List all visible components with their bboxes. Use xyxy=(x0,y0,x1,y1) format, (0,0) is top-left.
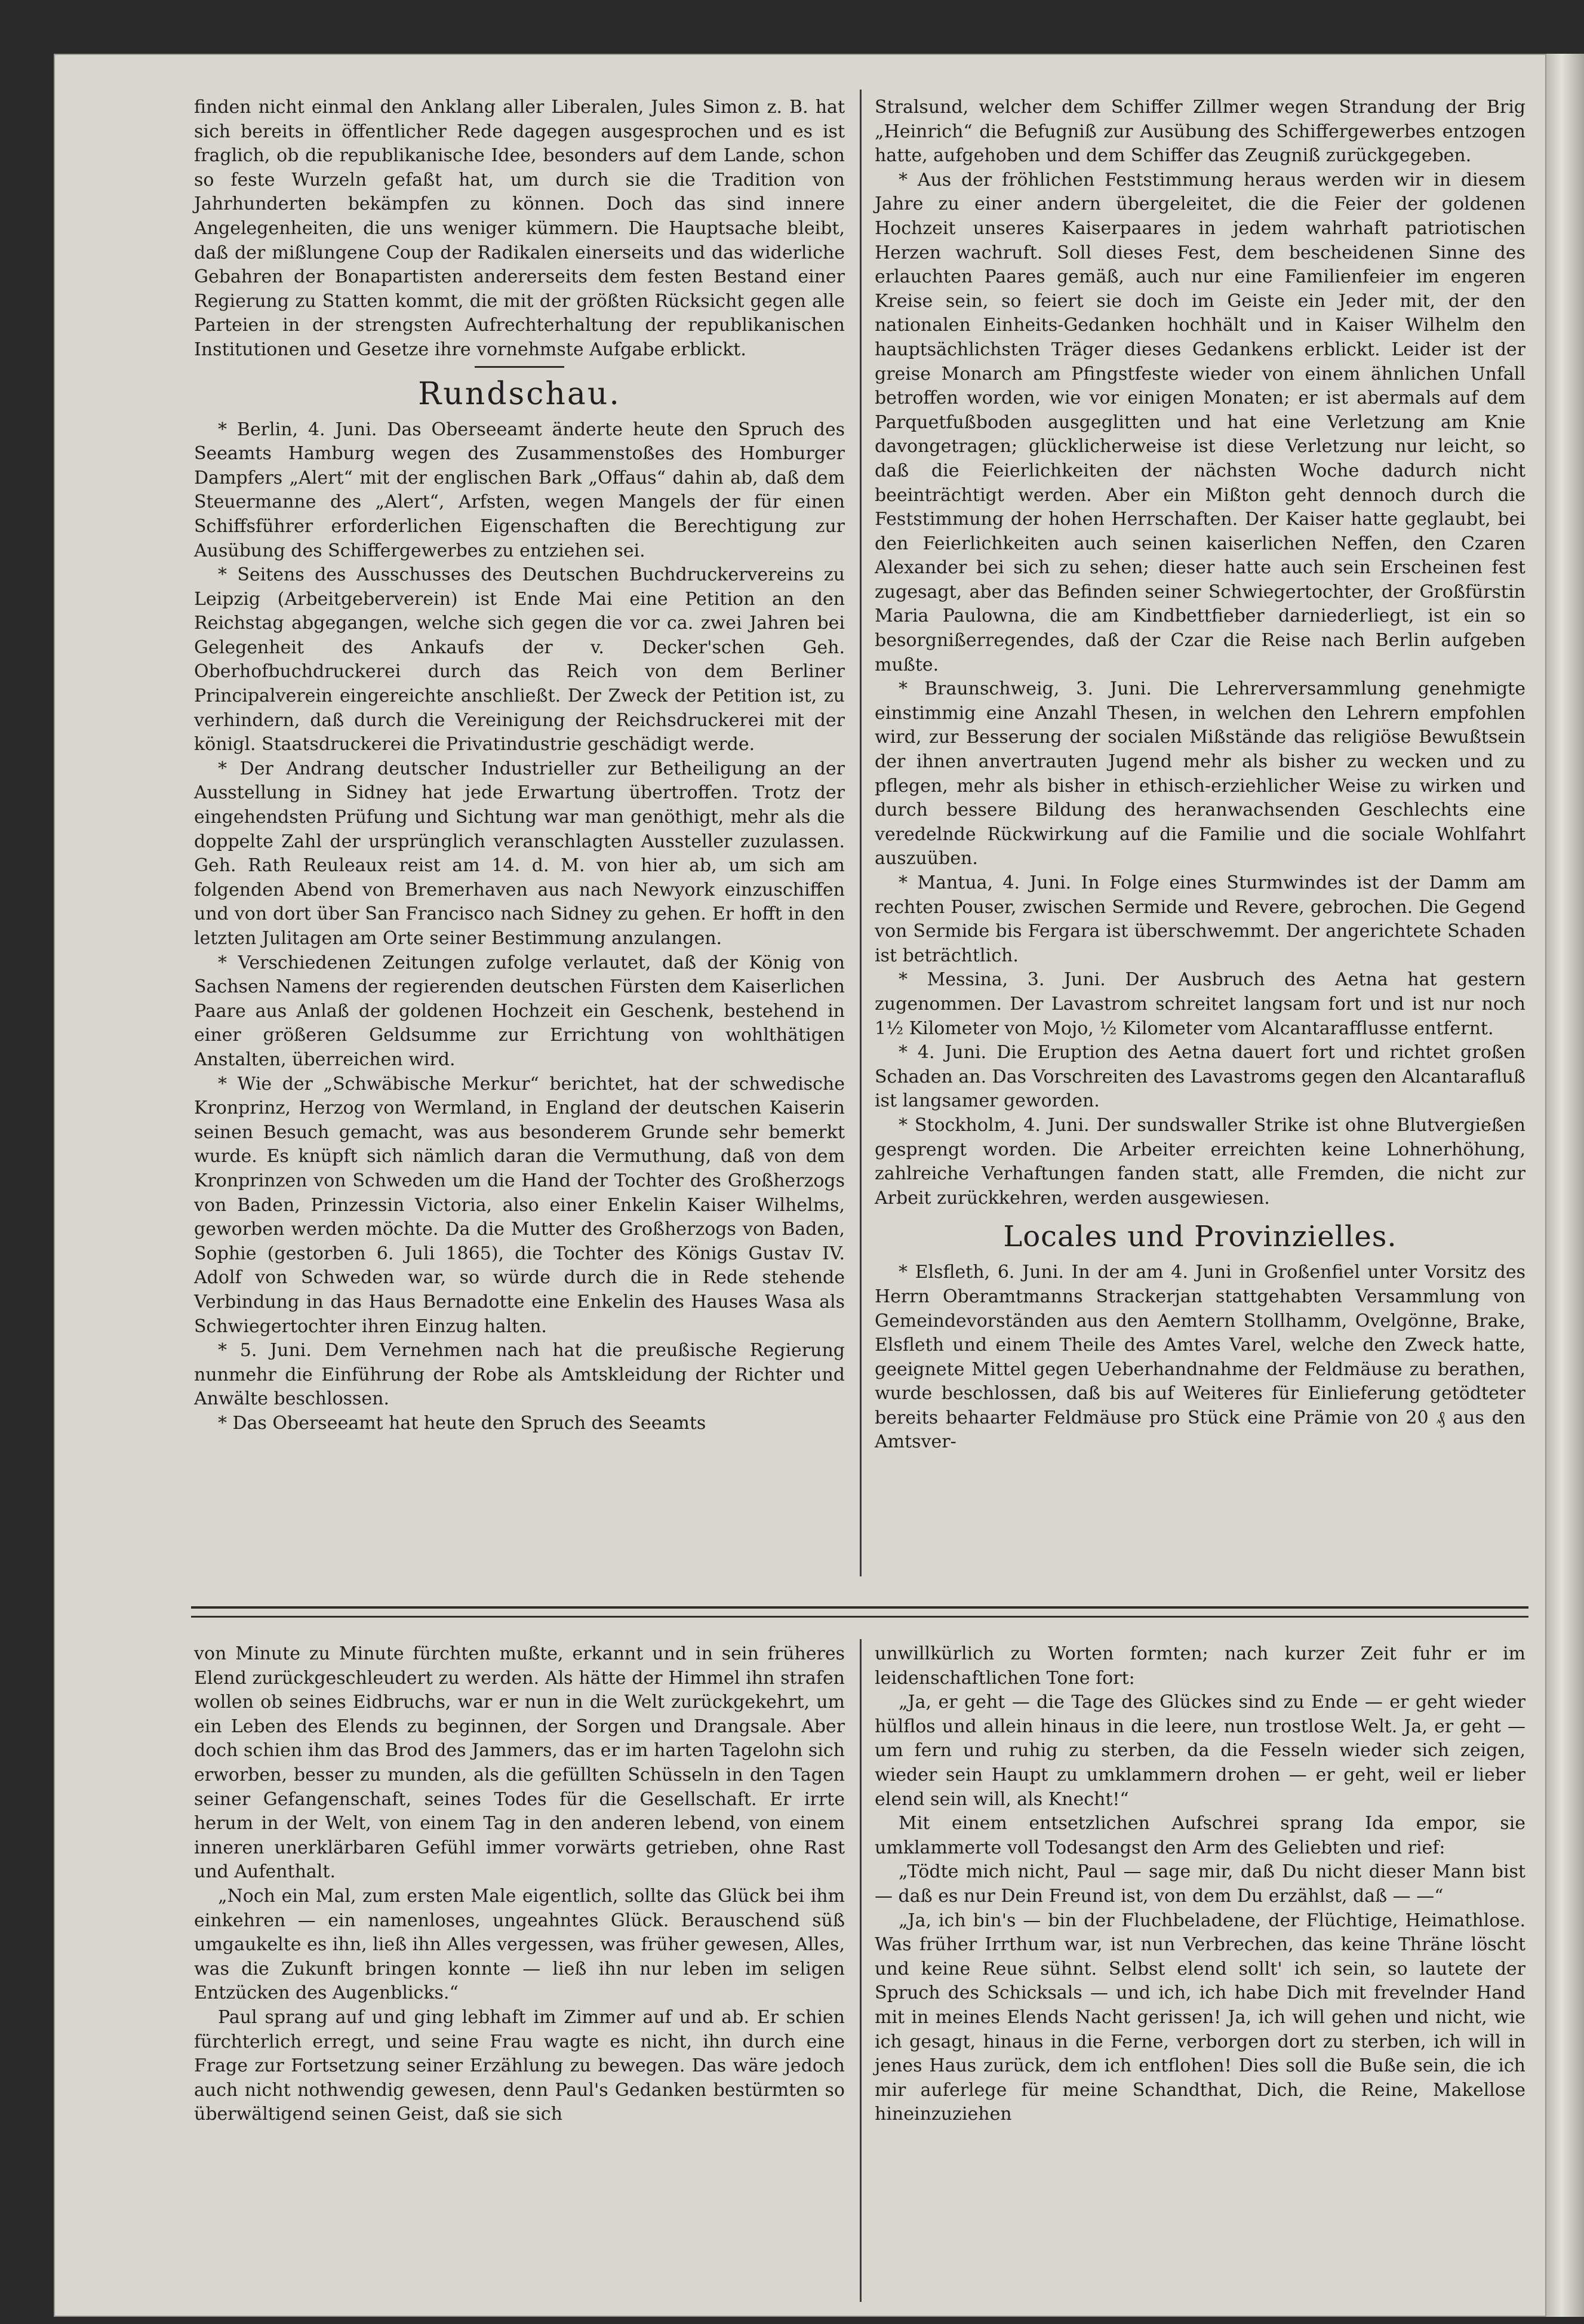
news-item: * Das Oberseeamt hat heute den Spruch des Seeamts xyxy=(218,1412,706,1434)
section-rule xyxy=(191,1616,1528,1618)
story-paragraph: „Ja, er geht — die Tage des Glückes sind zu Ende — er geht wieder hülflos und allein hinaus in die leere, nun trostlose Welt. Ja, er geht — um fern und ruhig zu sterben, da die Fesseln wieder sich zeigen, wieder sein Haupt zu umklammern drohen — er geht, weil er lieber elend sein will, als Knecht!“ xyxy=(875,1692,1525,1810)
news-item: * Berlin, 4. Juni. Das Oberseeamt änderte heute den Spruch des Seeamts Hamburg wegen des Zusammenstoßes des Homburger Dampfers „Alert“ mit der englischen Bark „Offaus“ dahin ab, daß dem Steuermanne des „Alert“, Arfsten, wegen Mangels der für einen Schiffsführer erforderlichen Eigenschaften die Berechtigung zur Ausübung des Schiffergewerbes zu entziehen sei. xyxy=(194,419,845,561)
news-item: * Der Andrang deutscher Industrieller zur Betheiligung an der Ausstellung in Sidney hat jede Erwartung übertroffen. Trotz der eingehendsten Prüfung und Sichtung war man genöthigt, mehr als die doppelte Zahl der ursprünglich veranschlagten Aussteller zuzulassen. Geh. Rath Reuleaux reist am 14. d. M. von hier ab, um sich am folgenden Abend von Bremerhaven aus nach Newyork einzuschiffen und von dort über San Francisco nach Sidney zu gehen. Er hofft in den letzten Julitagen am Orte seiner Bestimmung anzulangen. xyxy=(194,758,845,949)
news-item: * 4. Juni. Die Eruption des Aetna dauert fort und richtet großen Schaden an. Das Vorschreiten des Lavastroms gegen den Alcantarafluß ist langsamer geworden. xyxy=(875,1042,1525,1112)
news-item: * Aus der fröhlichen Feststimmung heraus werden wir in diesem Jahre zu einer andern übergeleitet, die die Feier der goldenen Hochzeit unseres Kaiserpaares in jedem wahrhaft patriotischen Herzen wachruft. Soll dieses Fest, dem bescheidenen Sinne des erlauchten Paares gemäß, auch nur eine Familienfeier im engeren Kreise sein, so feiert sie doch im Geiste ein Jeder mit, der den nationalen Einheits-Gedanken hochhält und in Kaiser Wilhelm den hauptsächlichsten Träger dieses Gedankens erblickt. Leider ist der greise Monarch am Pfingstfeste wieder von einem ähnlichen Unfall betroffen worden, wie vor einigen Monaten; er ist abermals auf dem Parquetfußboden ausgeglitten und hat eine Verletzung am Knie davongetragen; glücklicherweise ist diese Verletzung nur leicht, so daß die Feierlichkeiten der nächsten Woche dadurch nicht beeinträchtigt werden. Aber ein Mißton geht dennoch durch die Feststimmung der hohen Herrschaften. Der Kaiser hatte geglaubt, bei den Feierlichkeiten auch seinen kaiserlichen Neffen, den Czaren Alexander bei sich zu sehen; dieser hatte auch sein Erscheinen fest zugesagt, aber das Befinden seiner Schwiegertochter, der Großfürstin Maria Paulowna, die am Kindbettfieber darniederliegt, ist ein so besorgnißerregendes, daß der Czar die Reise nach Berlin aufgeben mußte. xyxy=(875,169,1525,675)
news-item: * Seitens des Ausschusses des Deutschen Buchdruckervereins zu Leipzig (Arbeitgeberverein) ist Ende Mai eine Petition an den Reichstag abgegangen, welche sich gegen die vor ca. zwei Jahren bei Gelegenheit des Ankaufs der v. Decker'schen Geh. Oberhofbuchdruckerei durch das Reich von dem Berliner Principalverein eingereichte anschließt. Der Zweck der Petition ist, zu verhindern, daß durch die Vereinigung der Reichsdruckerei mit der königl. Staatsdruckerei die Privatindustrie geschädigt werde. xyxy=(194,564,845,755)
news-item: * Elsfleth, 6. Juni. In der am 4. Juni in Großenfiel unter Vorsitz des Herrn Oberamtmanns Strackerjan stattgehabten Versammlung von Gemeindevorständen aus den Aemtern Stollhamm, Ovelgönne, Brake, Elsfleth und einem Theile des Amtes Varel, welche den Zweck hatte, geeignete Mittel gegen Ueberhandnahme der Feldmäuse zu berathen, wurde beschlossen, daß bis auf Weiteres für Einlieferung getödteter bereits behaarter Feldmäuse pro Stück eine Prämie von 20 ₰ aus den Amtsver- xyxy=(875,1262,1525,1453)
news-item: * 5. Juni. Dem Vernehmen nach hat die preußische Regierung nunmehr die Einführung der Robe als Amtskleidung der Richter und Anwälte beschlossen. xyxy=(194,1340,845,1410)
news-item: * Messina, 3. Juni. Der Ausbruch des Aetna hat gestern zugenommen. Der Lavastrom schreitet langsam fort und ist nur noch 1½ Kilometer von Mojo, ½ Kilometer vom Alcantarafflusse entfernt. xyxy=(875,969,1525,1039)
news-item: * Mantua, 4. Juni. In Folge eines Sturmwindes ist der Damm am rechten Pouser, zwischen Sermide und Revere, gebrochen. Die Gegend von Sermide bis Fergara ist überschwemmt. Der angerichtete Schaden ist beträchtlich. xyxy=(875,872,1525,966)
news-item: * Verschiedenen Zeitungen zufolge verlautet, daß der König von Sachsen Namens der regierenden deutschen Fürsten dem Kaiserlichen Paare aus Anlaß der goldenen Hochzeit ein Geschenk, bestehend in einer größeren Geldsumme zur Errichtung von wohlthätigen Anstalten, überreichen wird. xyxy=(194,952,845,1070)
story-paragraph: „Tödte mich nicht, Paul — sage mir, daß Du nicht dieser Mann bist — daß es nur Dein Freund ist, von dem Du erzählst, daß — —“ xyxy=(875,1861,1525,1907)
section-heading: Rundschau. xyxy=(418,376,621,412)
news-column-right xyxy=(875,96,1525,1582)
story-paragraph: „Ja, ich bin's — bin der Fluchbeladene, der Flüchtige, Heimathlose. Was früher Irrthum war, ist nun Verbrechen, das keine Thräne löscht und keine Reue sühnt. Selbst elend sollt' ich sein, so lautete der Spruch des Schicksals — und ich, ich habe Dich mit frevelnder Hand mit in meines Elends Nacht gerissen! Ja, ich will gehen und nicht, wie ich gesagt, hinaus in die Ferne, verborgen dort zu sterben, ich will in jenes Haus zurück, dem ich entflohen! Dies soll die Buße sein, die ich mir auferlege für meine Schandthat, Dich, die Reine, Makellose hineinzuziehen xyxy=(875,1910,1525,2125)
story-paragraph: von Minute zu Minute fürchten mußte, erkannt und in sein früheres Elend zurückgeschleudert zu werden. Als hätte der Himmel ihn strafen wollen ob seines Eidbruchs, war er nun in die Welt zurückgekehrt, um ein Leben des Elends zu beginnen, der Sorgen und Drangsale. Aber doch schien ihm das Brod des Jammers, das er im harten Tagelohn sich erworben, besser zu munden, als die gefüllten Schüsseln in den Tagen seiner Gefangenschaft, seines Todes für die Gesellschaft. Er irrte herum in der Welt, von einem Tag in den anderen lebend, von einem inneren unerklärbaren Gefühl immer vorwärts getrieben, ohne Rast und Aufenthalt. xyxy=(194,1643,845,1883)
news-item: * Stockholm, 4. Juni. Der sundswaller Strike ist ohne Blutvergießen gesprengt worden. Die Arbeiter erreichten keine Lohnerhöhung, zahlreiche Verhaftungen fanden statt, alle Fremden, die nicht zur Arbeit zurückkehren, werden ausgewiesen. xyxy=(875,1114,1525,1209)
story-paragraph: Mit einem entsetzlichen Aufschrei sprang Ida empor, sie umklammerte voll Todesangst den Arm des Geliebten und rief: xyxy=(875,1813,1525,1858)
story-paragraph: „Noch ein Mal, zum ersten Male eigentlich, sollte das Glück bei ihm einkehren — ein namenloses, ungeahntes Glück. Berauschend süß umgaukelte es ihn, ließ ihn Alles vergessen, was früher gewesen, Alles, was die Zukunft bringen konnte — ließ ihn nur leben im seligen Entzücken des Augenblicks.“ xyxy=(194,1885,845,2004)
feuilleton-column-left xyxy=(194,1642,845,2305)
section-heading: Locales und Provinzielles. xyxy=(1003,1220,1397,1254)
column-divider xyxy=(860,1639,862,2302)
separator-rule xyxy=(475,366,564,368)
article-paragraph: finden nicht einmal den Anklang aller Liberalen, Jules Simon z. B. hat sich bereits in öffentlicher Rede dagegen ausgesprochen und es ist fraglich, ob die republikanische Idee, besonders auf dem Lande, schon so feste Wurzeln gefaßt hat, um durch sie die Tradition von Jahrhunderten bekämpfen zu können. Doch das sind innere Angelegenheiten, die uns weniger kümmern. Die Hauptsache bleibt, daß der mißlungene Coup der Radikalen einerseits und das widerliche Gebahren der Bonapartisten andererseits dem festen Bestand einer Regierung zu Statten kommt, die mit der größten Rücksicht gegen alle Parteien in der strengsten Aufrechterhaltung der republikanischen Institutionen und Gesetze ihre vornehmste Aufgabe erblickt. xyxy=(194,97,845,360)
story-paragraph: unwillkürlich zu Worten formten; nach kurzer Zeit fuhr er im leidenschaftlichen Tone fort: xyxy=(875,1643,1525,1689)
story-paragraph: Paul sprang auf und ging lebhaft im Zimmer auf und ab. Er schien fürchterlich erregt, und seine Frau wagte es nicht, ihn durch eine Frage zur Fortsetzung seiner Erzählung zu bewegen. Das wäre jedoch auch nicht nothwendig gewesen, denn Paul's Gedanken bestürmten so überwältigend seinen Geist, daß sie sich xyxy=(194,2006,845,2125)
news-item: Stralsund, welcher dem Schiffer Zillmer wegen Strandung der Brig „Heinrich“ die Befugniß zur Ausübung des Schiffergewerbes entzogen hatte, aufgehoben und dem Schiffer das Zeugniß zurückgegeben. xyxy=(875,97,1525,167)
news-column-left xyxy=(194,96,845,1582)
news-item: * Braunschweig, 3. Juni. Die Lehrerversammlung genehmigte einstimmig eine Anzahl Thesen, in welchen den Lehrern empfohlen wird, zur Besserung der socialen Mißstände das religiöse Bewußtsein der ihnen anvertrauten Jugend mehr als bisher zu wecken und zu pflegen, mehr als bisher in ethisch-erziehlicher Weise zu wirken und durch bessere Bildung des heranwachsenden Geschlechts eine veredelnde Rückwirkung auf die Familie und die sociale Wohlfahrt auszuüben. xyxy=(875,678,1525,869)
section-rule xyxy=(191,1606,1528,1609)
page-edge xyxy=(1546,54,1584,2317)
column-divider xyxy=(860,90,862,1576)
news-item: * Wie der „Schwäbische Merkur“ berichtet, hat der schwedische Kronprinz, Herzog von Wermland, in England der deutschen Kaiserin seinen Besuch gemacht, was aus besonderem Grunde sehr bemerkt wurde. Es knüpft sich nämlich daran die Vermuthung, daß von dem Kronprinzen von Schweden um die Hand der Tochter des Großherzogs von Baden, Prinzessin Victoria, also einer Enkelin Kaiser Wilhelms, geworben werden möchte. Da die Mutter des Großherzogs von Baden, Sophie (gestorben 6. Juli 1865), die Tochter des Königs Gustav IV. Adolf von Schweden war, so würde durch die in Rede stehende Verbindung in das Haus Bernadotte eine Enkelin des Hauses Wasa als Schwiegertochter ihren Einzug halten. xyxy=(194,1073,845,1337)
feuilleton-column-right xyxy=(875,1642,1525,2305)
